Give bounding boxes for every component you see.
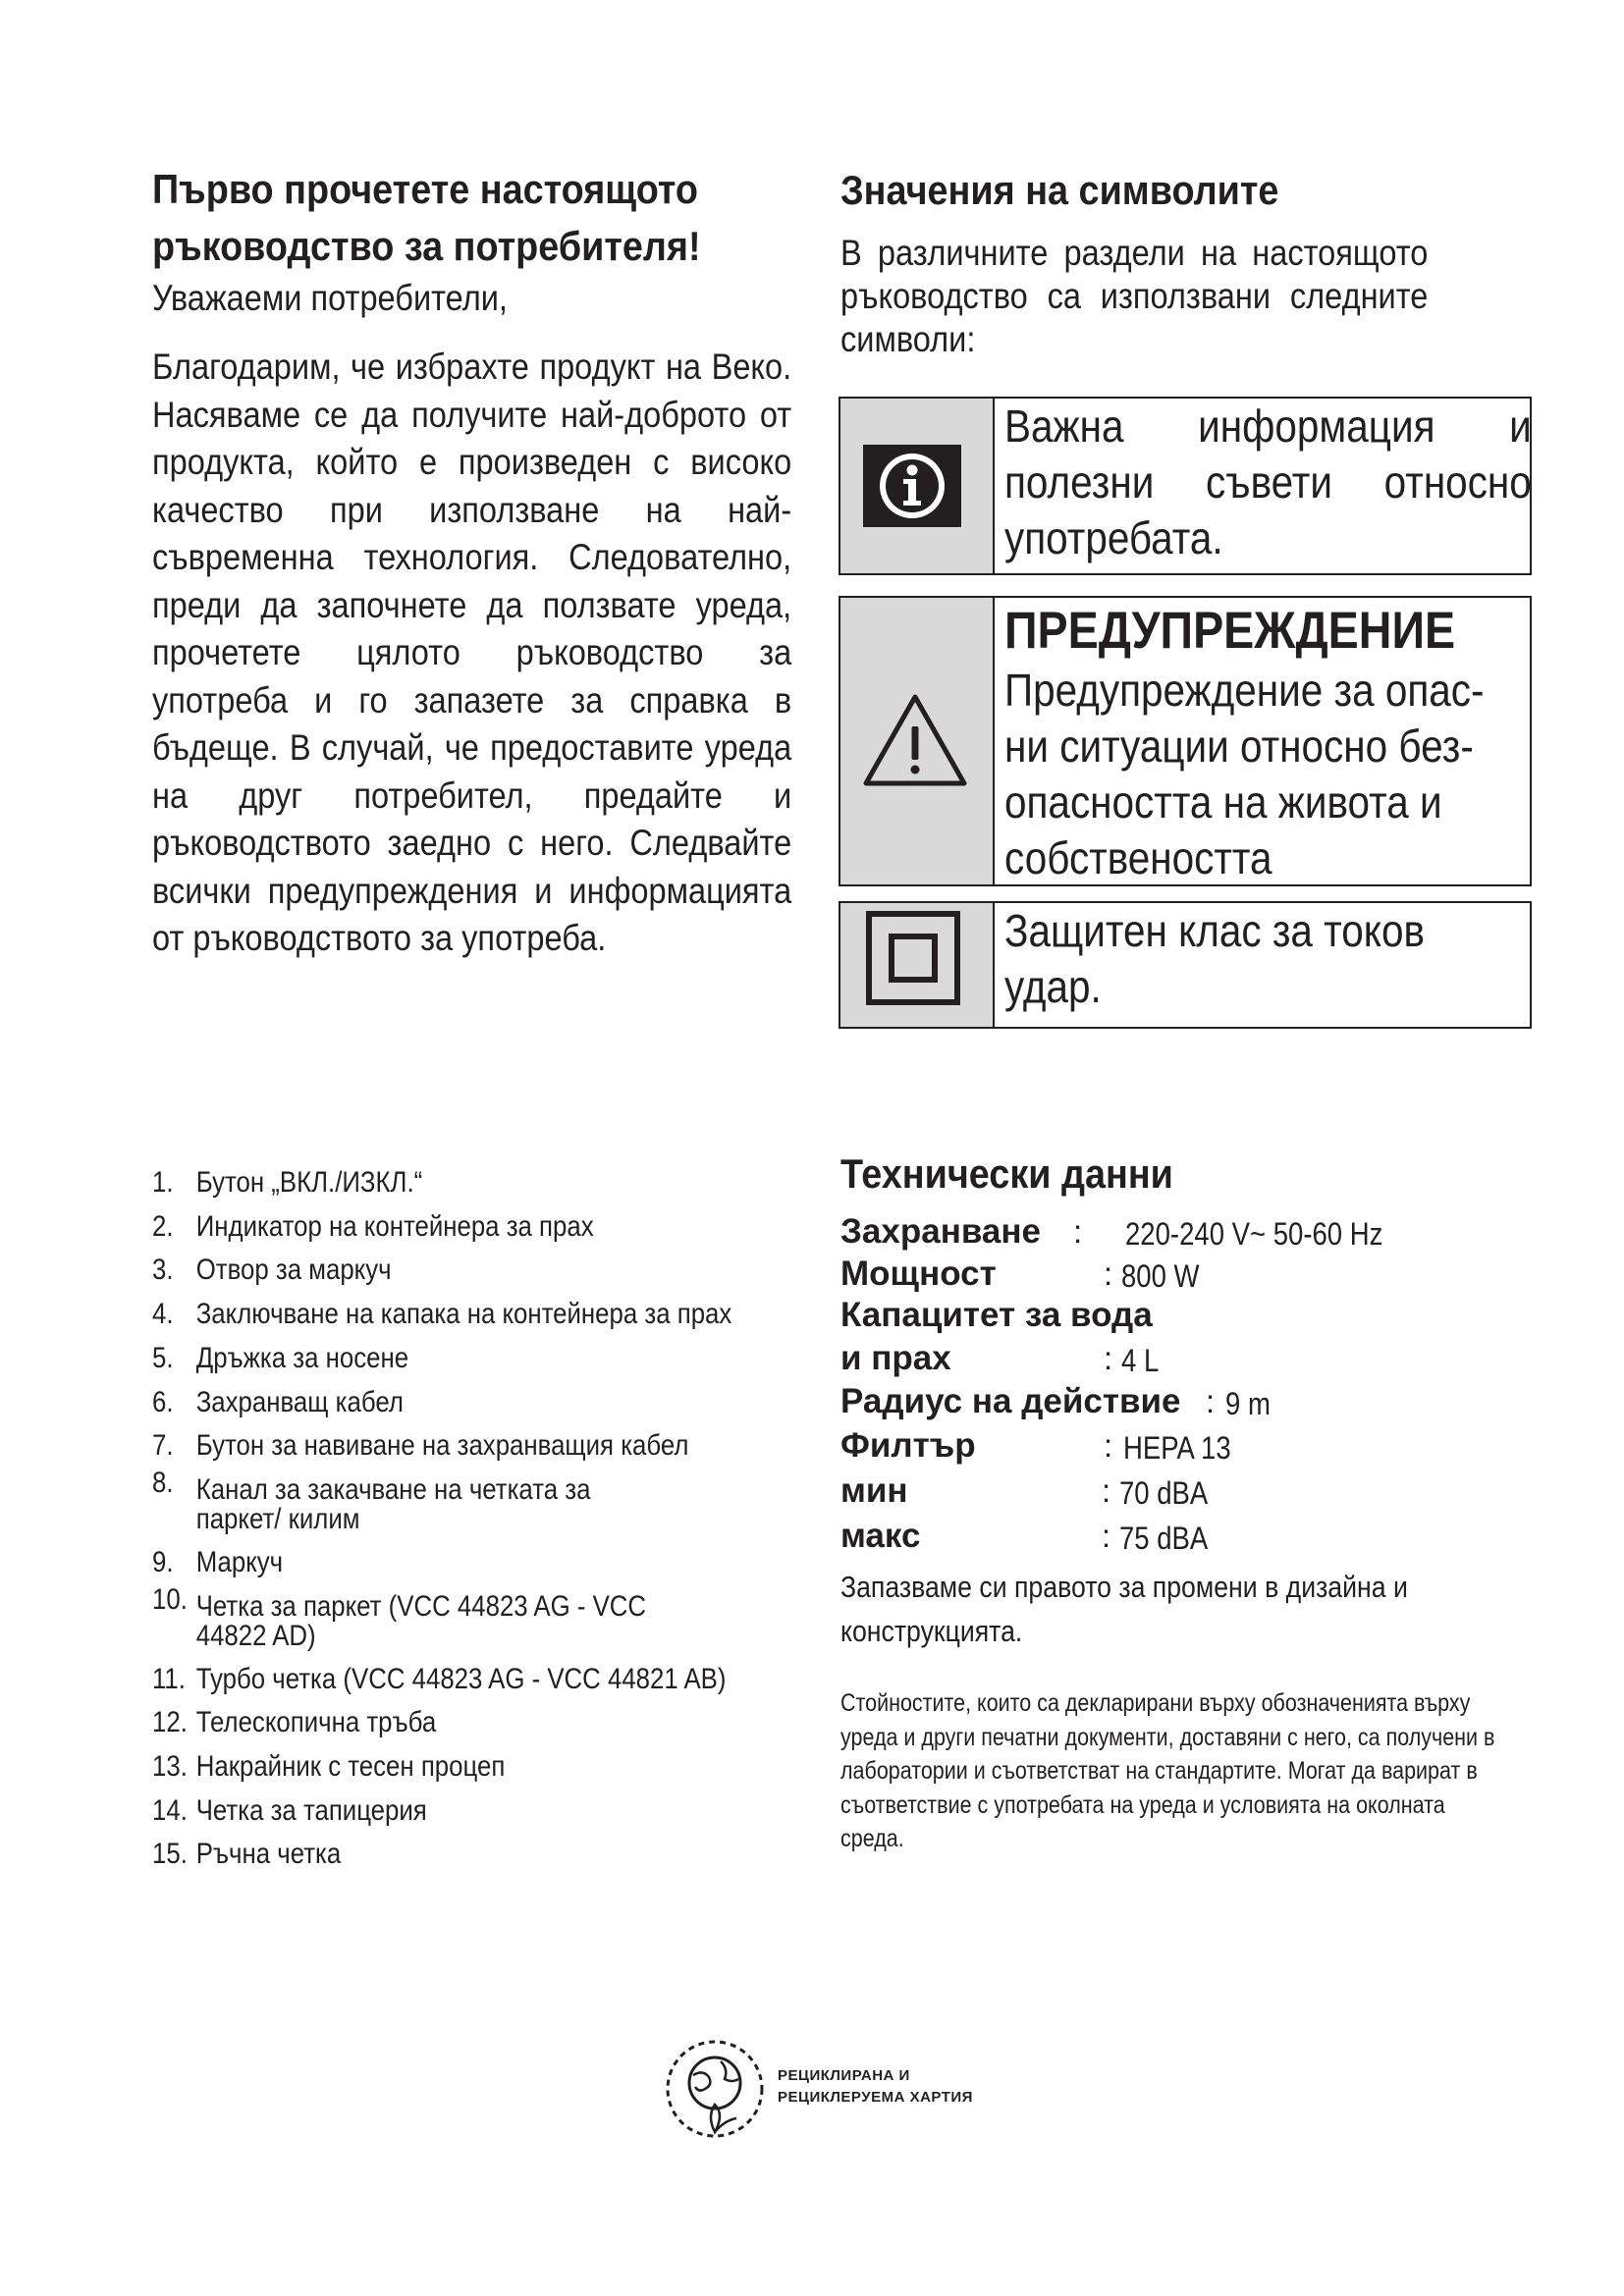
warning-triangle-icon [860, 691, 970, 789]
list-item: 8. Канал за закачване на четката за паркет/ килим [152, 1466, 591, 1535]
protect-text: Защитен клас за токов удар. [1004, 905, 1425, 1012]
list-item: 11. Турбо четка (VCC 44823 AG - VCC 44821 AB) [152, 1662, 727, 1695]
double-insulation-inner [889, 934, 938, 983]
tech-row-capacity: и прах : 4 L [840, 1339, 1160, 1378]
tech-title: Технически данни [840, 1150, 1173, 1197]
double-insulation-icon [866, 911, 960, 1005]
symbol-box-protect [839, 901, 1532, 1029]
list-item: 1. Бутон „ВКЛ./ИЗКЛ.“ [152, 1166, 423, 1199]
intro-body: Благодарим, че избрахте продукт на Веко. Насяваме се да получите най-доброто от продукта, който е произведен с високо качество при използване на най-съвременна технология. Следователно, преди да започнете да ползвате уреда, прочетете цялото ръководство за употреба и го запазете за справка в бъдеще. В случай, че предоставите уреда на друг потребител, предайте и ръководството заедно с него. Следвайте всички предупреждения и информацията от ръководството за употреба. [152, 347, 792, 958]
symbol-box-warning [839, 596, 1532, 886]
tech-row-radius: Радиус на действие : 9 m [840, 1382, 1271, 1421]
warning-heading: ПРЕДУПРЕЖДЕНИЕ [1004, 602, 1456, 660]
tech-row-filter: Филтър : HEPA 13 [840, 1426, 1231, 1466]
list-item: 9. Маркуч [152, 1545, 284, 1578]
parts-list [152, 1161, 760, 1877]
info-text: Важна информация и полезни съвети относно употребата. [1004, 400, 1532, 563]
list-item: 13. Накрайник с тесен процеп [152, 1750, 506, 1784]
recycle-label-line1: РЕЦИКЛИРАНА И [778, 2067, 910, 2084]
tech-row-noise-min: мин : 70 dBA [840, 1471, 1209, 1511]
list-item: 15. Ръчна четка [152, 1838, 342, 1871]
list-item: 12. Телескопична тръба [152, 1706, 437, 1739]
list-item: 6. Захранващ кабел [152, 1385, 404, 1418]
list-item: 2. Индикатор на контейнера за прах [152, 1209, 594, 1243]
list-item: 3. Отвор за маркуч [152, 1254, 392, 1287]
intro-title-line2: ръководство за потребителя! [152, 223, 701, 269]
recycle-label-line2: РЕЦИКЛЕРУЕМА ХАРТИЯ [778, 2089, 973, 2106]
tech-row-noise-max: макс : 75 dBA [840, 1517, 1209, 1556]
list-item: 10. Четка за паркет (VCC 44823 AG - VCC 44822 AD) [152, 1582, 647, 1652]
list-item: 7. Бутон за навиване на захранващия кабел [152, 1429, 689, 1463]
tech-row-power-supply: Захранване : 220-240 V~ 50-60 Hz [840, 1212, 1383, 1252]
info-icon [863, 445, 961, 527]
symbol-icon-cell [840, 903, 995, 1027]
tech-row-power: Мощност : 800 W [840, 1255, 1200, 1294]
recycle-label [778, 2065, 973, 2109]
list-item: 14. Четка за тапицерия [152, 1793, 427, 1827]
list-item: 5. Дръжка за носене [152, 1341, 409, 1374]
symbols-title: Значения на символите [840, 167, 1279, 213]
symbols-intro: В различните раздели на настоящото ръководство са използвани следните символи: [840, 233, 1429, 359]
tech-note: Запазваме си правото за промени в дизайна и конструкцията. [840, 1570, 1408, 1648]
recycle-globe-leaf-icon [656, 2030, 774, 2148]
symbol-icon-cell [840, 598, 995, 884]
intro-title-line1: Първо прочетете настоящото [152, 166, 698, 212]
symbol-box-info [839, 397, 1532, 575]
intro-greeting: Уважаеми потребители, [152, 278, 508, 318]
intro-title [152, 161, 771, 275]
tech-disclaimer: Стойностите, които са декларирани върху обозначенията върху уреда и други печатни документи, доставяни с него, са получени в лаборатории и съответстват на стандартите. Могат да варират в съответствие с употребата на уреда и условията на околната среда. [840, 1689, 1495, 1852]
tech-row-capacity-label: Капацитет за вода [840, 1296, 1153, 1334]
list-item: 4. Заключване на капака на контейнера за прах [152, 1298, 732, 1331]
warning-text: Предупреждение за опас-ни ситуации относно без-опасността на живота и собствеността [1004, 665, 1485, 883]
symbol-icon-cell [840, 399, 995, 573]
